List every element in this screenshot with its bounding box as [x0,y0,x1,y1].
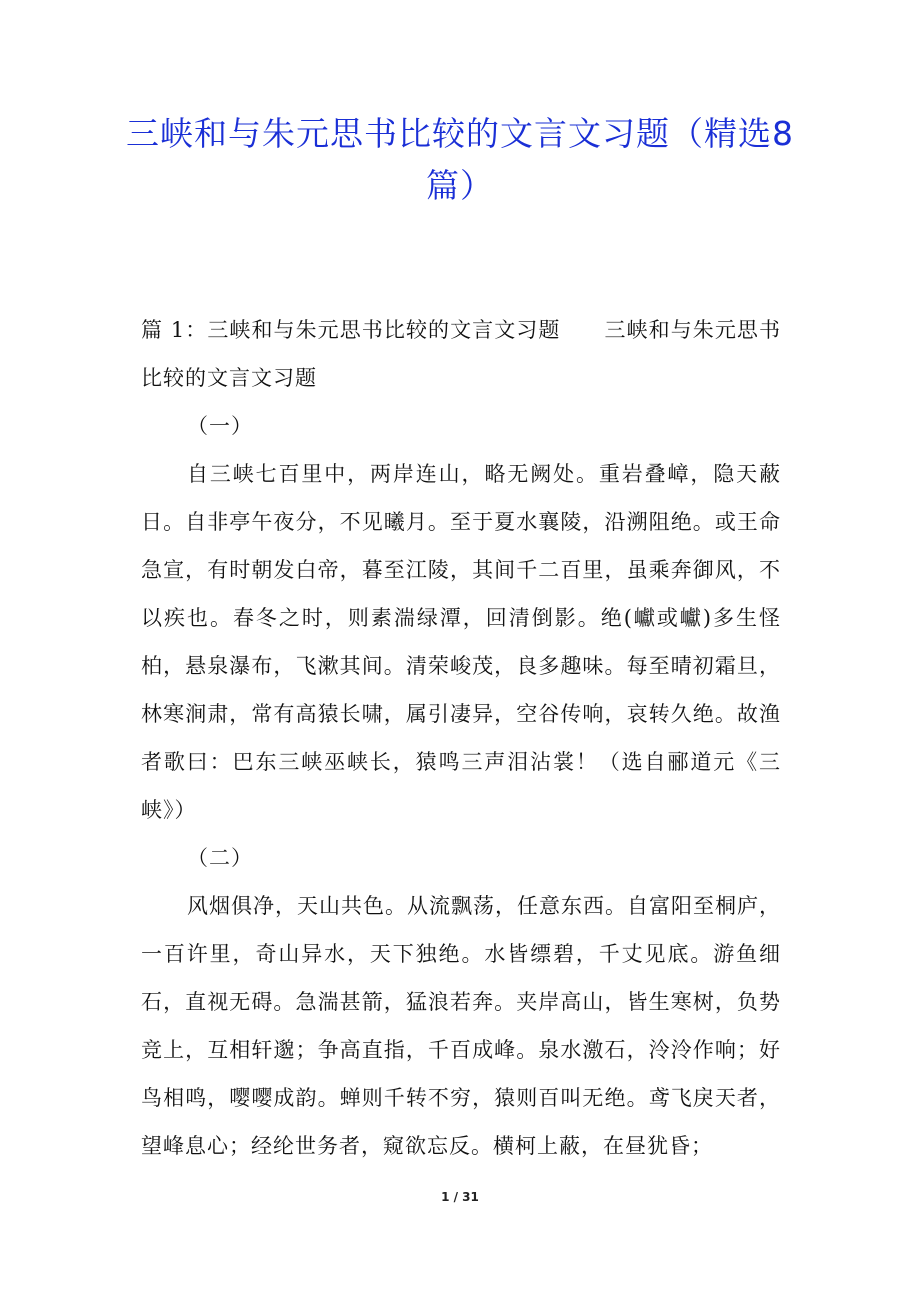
page-number: 1 / 31 [441,1190,479,1204]
article-heading [141,306,781,402]
section-heading-1: （一） [187,414,253,438]
article-repeat-title: 三峡和与朱元思书比较的文言文习题 [141,318,781,390]
document-body [141,306,781,1170]
document-title: 三峡和与朱元思书比较的文言文习题（精选8篇） [126,114,794,205]
section-text-2: 风烟俱净，天山共色。从流飘荡，任意东西。自富阳至桐庐，一百许里，奇山异水，天下独绝。水皆缥碧，千丈见底。游鱼细石，直视无碍。急湍甚箭，猛浪若奔。夹岸高山，皆生寒树，负势竞上，互相轩邈；争高直指，千百成峰。泉水激石，泠泠作响；好鸟相鸣，嘤嘤成韵。蝉则千转不穷，猿则百叫无绝。鸢飞戾天者，望峰息心；经纶世务者，窥欲忘反。横柯上蔽，在昼犹昏； [141,894,781,1158]
section-heading-2: （二） [187,846,253,870]
section-text-1: 自三峡七百里中，两岸连山，略无阙处。重岩叠嶂，隐天蔽日。自非亭午夜分，不见曦月。至于夏水襄陵，沿溯阻绝。或王命急宣，有时朝发白帝，暮至江陵，其间千二百里，虽乘奔御风，不以疾也。春冬之时，则素湍绿潭，回清倒影。绝(巘或巘)多生怪柏，悬泉瀑布，飞漱其间。清荣峻茂，良多趣味。每至晴初霜旦，林寒涧肃，常有高猿长啸，属引凄异，空谷传响，哀转久绝。故渔者歌曰：巴东三峡巫峡长，猿鸣三声泪沾裳！（选自郦道元《三峡》） [141,462,781,822]
article-label: 篇 1：三峡和与朱元思书比较的文言文习题 [141,318,561,342]
